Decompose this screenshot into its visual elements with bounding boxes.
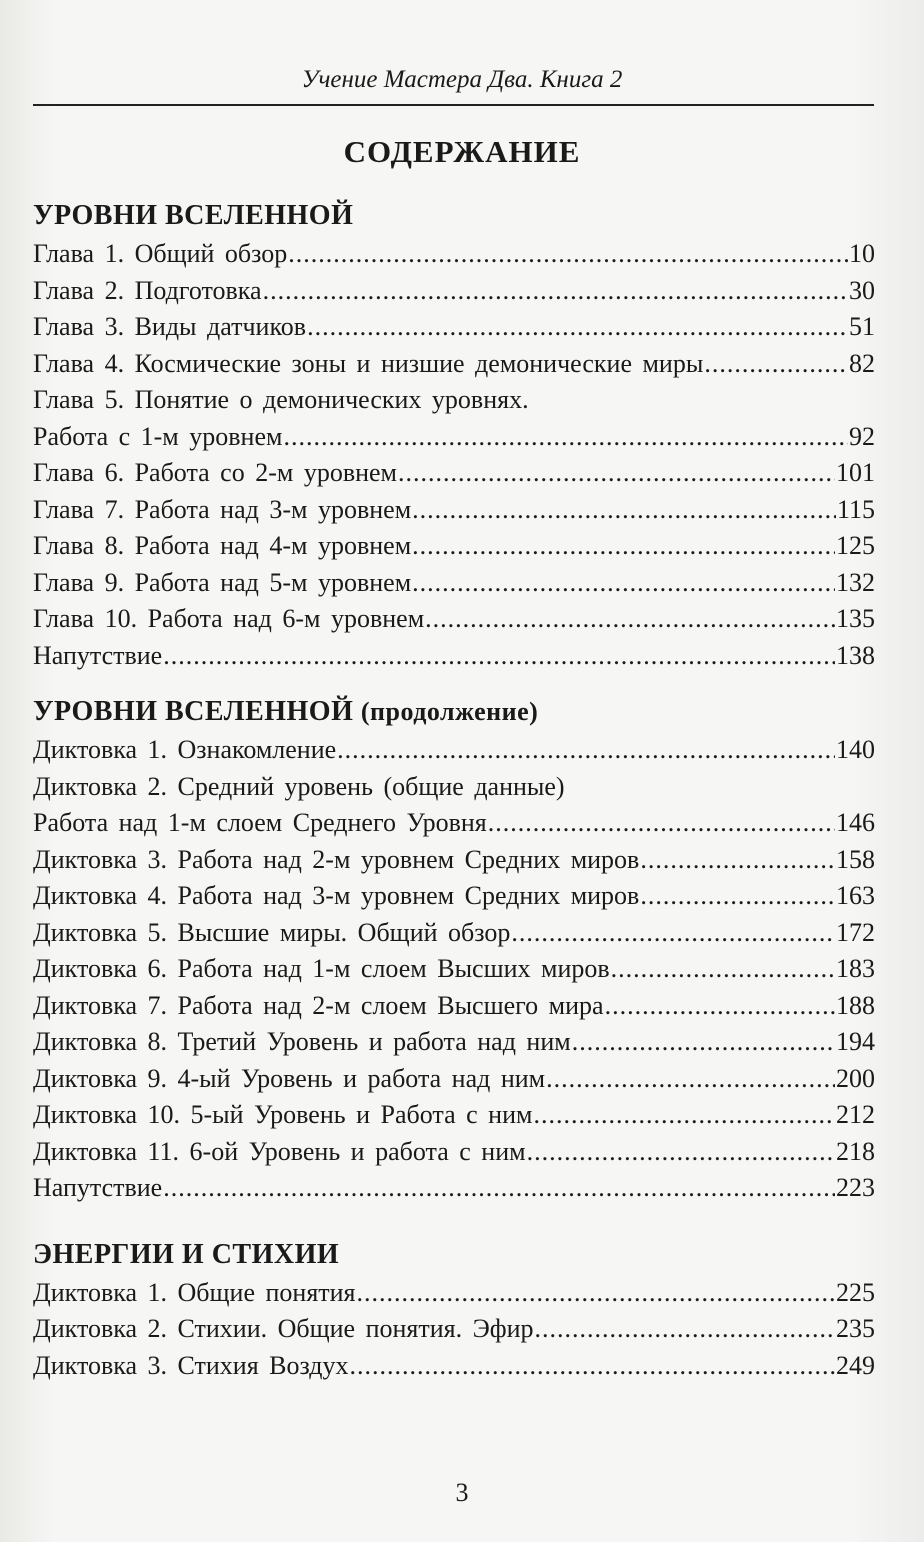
dot-leader xyxy=(163,638,835,675)
toc-entry xyxy=(33,638,875,675)
toc-entry xyxy=(33,842,875,879)
dot-leader xyxy=(640,842,835,879)
entry-label: Глава 9. Работа над 5-м уровнем xyxy=(33,567,412,597)
toc-entry xyxy=(33,236,875,273)
section-gap xyxy=(33,674,875,692)
entry-label: Диктовка 2. Средний уровень (общие данные) xyxy=(33,771,565,801)
toc-entry xyxy=(33,528,875,565)
dot-leader xyxy=(533,1097,835,1134)
entry-page: 30 xyxy=(849,275,875,305)
entry-page: 138 xyxy=(836,640,875,670)
dot-leader xyxy=(425,601,835,638)
running-header: Учение Мастера Два. Книга 2 xyxy=(301,66,623,93)
section-title: ЭНЕРГИИ И СТИХИИ xyxy=(33,1238,340,1270)
entry-page: 163 xyxy=(836,881,875,910)
dot-leader xyxy=(288,236,848,273)
contents-title: СОДЕРЖАНИЕ xyxy=(343,134,581,169)
entry-label: Глава 10. Работа над 6-м уровнем xyxy=(33,604,425,633)
toc-entry xyxy=(33,915,875,952)
entry-page: 10 xyxy=(849,239,875,268)
entry-label: Глава 6. Работа со 2-м уровнем xyxy=(33,458,398,487)
entry-label: Глава 5. Понятие о демонических уровнях. xyxy=(33,385,529,414)
section-title-suffix: (продолжение) xyxy=(360,697,539,726)
entry-label: Глава 3. Виды датчиков xyxy=(33,312,307,341)
dot-leader xyxy=(337,732,835,769)
entry-label: Диктовка 1. Общие понятия xyxy=(33,1277,356,1307)
toc-entry xyxy=(33,565,875,602)
toc-entry xyxy=(33,455,875,492)
entry-label: Диктовка 5. Высшие миры. Общий обзор xyxy=(33,917,511,947)
dot-leader xyxy=(704,346,848,383)
dot-leader xyxy=(398,455,835,492)
entry-page: 235 xyxy=(836,1314,875,1343)
dot-leader xyxy=(412,528,835,565)
toc-entry xyxy=(33,1275,875,1312)
section-title: УРОВНИ ВСЕЛЕННОЙ xyxy=(33,200,354,231)
entry-label: Работа с 1-м уровнем xyxy=(33,421,283,451)
entry-label: Диктовка 11. 6-ой Уровень и работа с ним xyxy=(33,1136,526,1166)
toc-entry xyxy=(33,492,875,529)
toc-entry xyxy=(33,1024,875,1061)
dot-leader xyxy=(511,915,835,952)
entry-label: Глава 4. Космические зоны и низшие демонические миры xyxy=(33,348,704,378)
toc-entry xyxy=(33,1170,875,1207)
toc-entry xyxy=(33,769,875,806)
entry-label: Работа над 1-м слоем Среднего Уровня xyxy=(33,808,487,837)
dot-leader xyxy=(350,1348,835,1385)
toc-entry xyxy=(33,805,875,842)
entry-label: Диктовка 8. Третий Уровень и работа над ним xyxy=(33,1027,571,1056)
entry-label: Диктовка 3. Работа над 2-м уровнем Средних миров xyxy=(33,844,640,874)
toc-entry xyxy=(33,382,875,419)
header-rule xyxy=(33,104,874,106)
entry-label: Глава 2. Подготовка xyxy=(33,275,262,305)
entry-page: 92 xyxy=(849,421,875,451)
entry-label: Диктовка 4. Работа над 3-м уровнем Средних миров xyxy=(33,881,640,910)
dot-leader xyxy=(488,805,835,842)
page-number: 3 xyxy=(455,1478,469,1507)
entry-page: 132 xyxy=(836,567,875,597)
toc-entry xyxy=(33,346,875,383)
toc-entry xyxy=(33,273,875,310)
toc-entry xyxy=(33,988,875,1025)
section-title: УРОВНИ ВСЕЛЕННОЙ (продолжение) xyxy=(33,696,539,727)
toc-entry xyxy=(33,951,875,988)
table-of-contents xyxy=(33,196,875,1384)
dot-leader xyxy=(263,273,848,310)
entry-label: Диктовка 1. Ознакомление xyxy=(33,735,337,764)
entry-page: 135 xyxy=(836,604,875,633)
entry-page: 194 xyxy=(836,1027,875,1056)
entry-page: 101 xyxy=(836,458,875,487)
entry-label: Диктовка 7. Работа над 2-м слоем Высшего мира xyxy=(33,990,604,1020)
toc-entry xyxy=(33,1311,875,1348)
entry-page: 249 xyxy=(836,1350,875,1380)
dot-leader xyxy=(611,951,835,988)
dot-leader xyxy=(283,419,848,456)
dot-leader xyxy=(307,309,848,346)
toc-entry xyxy=(33,309,875,346)
entry-page: 172 xyxy=(836,917,875,947)
entry-page: 225 xyxy=(836,1277,875,1307)
entry-page: 223 xyxy=(836,1173,875,1202)
section-gap xyxy=(33,1207,875,1235)
entry-page: 140 xyxy=(836,735,875,764)
dot-leader xyxy=(640,878,835,915)
entry-page: 183 xyxy=(836,954,875,983)
toc-entry xyxy=(33,1134,875,1171)
dot-leader xyxy=(535,1311,835,1348)
entry-page: 51 xyxy=(849,312,875,341)
entry-label: Диктовка 9. 4-ый Уровень и работа над ним xyxy=(33,1063,546,1093)
dot-leader xyxy=(527,1134,835,1171)
entry-page: 212 xyxy=(836,1100,875,1129)
entry-label: Диктовка 6. Работа над 1-м слоем Высших миров xyxy=(33,954,610,983)
entry-page: 200 xyxy=(836,1063,875,1093)
entry-label: Глава 7. Работа над 3-м уровнем xyxy=(33,494,412,524)
dot-leader xyxy=(412,565,835,602)
toc-entry xyxy=(33,1348,875,1385)
entry-page: 125 xyxy=(836,531,875,560)
entry-page: 158 xyxy=(836,844,875,874)
toc-entry xyxy=(33,732,875,769)
entry-page: 218 xyxy=(836,1136,875,1166)
toc-entry xyxy=(33,1097,875,1134)
toc-entry xyxy=(33,601,875,638)
entry-label: Диктовка 3. Стихия Воздух xyxy=(33,1350,349,1380)
toc-entry xyxy=(33,1061,875,1098)
dot-leader xyxy=(163,1170,835,1207)
entry-page: 188 xyxy=(836,990,875,1020)
entry-label: Напутствие xyxy=(33,640,163,670)
entry-label: Глава 1. Общий обзор xyxy=(33,239,288,268)
dot-leader xyxy=(546,1061,835,1098)
entry-label: Напутствие xyxy=(33,1173,163,1202)
entry-page: 115 xyxy=(836,494,875,524)
entry-label: Диктовка 2. Стихии. Общие понятия. Эфир xyxy=(33,1314,534,1343)
entry-label: Глава 8. Работа над 4-м уровнем xyxy=(33,531,412,560)
entry-page: 146 xyxy=(836,808,875,837)
dot-leader xyxy=(357,1275,835,1312)
entry-page: 82 xyxy=(849,348,875,378)
entry-label: Диктовка 10. 5-ый Уровень и Работа с ним xyxy=(33,1100,533,1129)
dot-leader xyxy=(605,988,835,1025)
dot-leader xyxy=(412,492,836,529)
toc-entry xyxy=(33,878,875,915)
dot-leader xyxy=(572,1024,835,1061)
toc-entry xyxy=(33,419,875,456)
